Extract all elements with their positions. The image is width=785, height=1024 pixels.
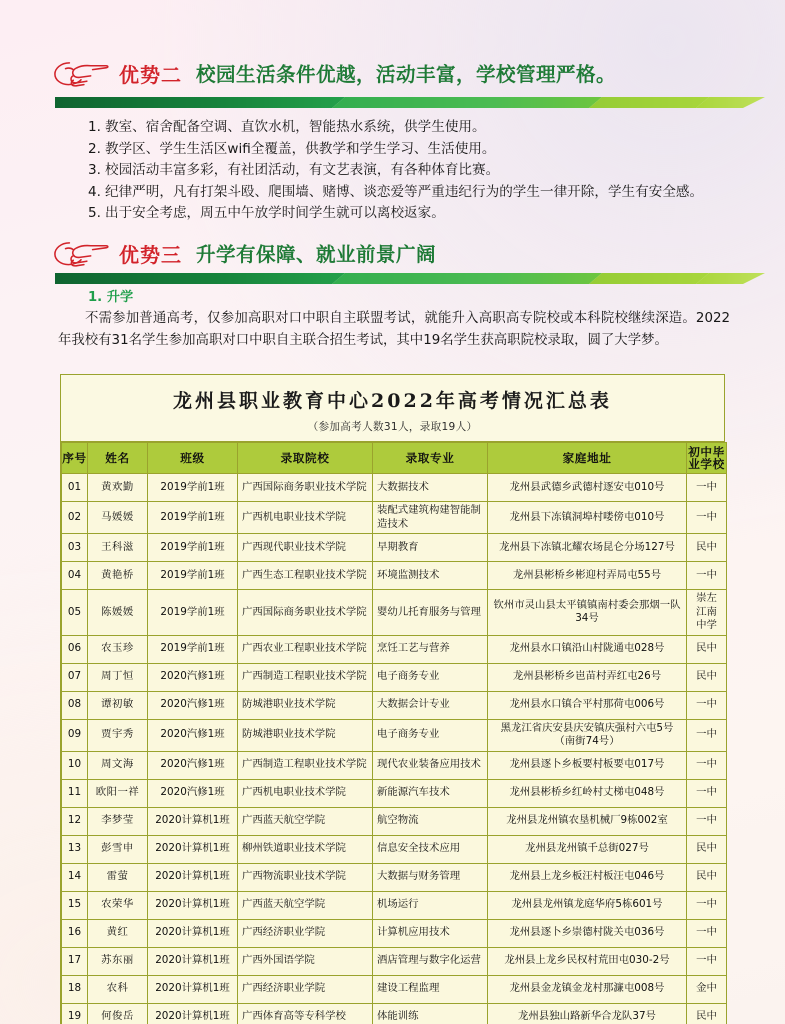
cell-index: 10 — [62, 751, 88, 779]
list-item-text: 出于安全考虑，周五中午放学时间学生就可以离校返家。 — [105, 205, 445, 221]
cell-school: 防城港职业技术学院 — [238, 691, 373, 719]
cell-major: 信息安全技术应用 — [373, 835, 488, 863]
cell-middle-school: 一中 — [687, 891, 727, 919]
cell-index: 18 — [62, 975, 88, 1003]
cell-middle-school: 一中 — [687, 691, 727, 719]
cell-class: 2020计算机1班 — [148, 863, 238, 891]
list-item-number: 5. — [88, 205, 101, 221]
list-item — [88, 182, 748, 204]
cell-school: 广西蓝天航空学院 — [238, 807, 373, 835]
cell-school: 广西外国语学院 — [238, 947, 373, 975]
cell-major: 装配式建筑构建智能制造技术 — [373, 502, 488, 534]
cell-name: 黄欢勤 — [88, 474, 148, 502]
cell-name: 农荣华 — [88, 891, 148, 919]
col-header-name: 姓名 — [88, 443, 148, 474]
cell-school: 柳州铁道职业技术学院 — [238, 835, 373, 863]
cell-address: 黑龙江省庆安县庆安镇庆强村六屯5号（南街74号） — [488, 719, 687, 751]
cell-major: 现代农业装备应用技术 — [373, 751, 488, 779]
cell-name: 黄红 — [88, 919, 148, 947]
cell-index: 14 — [62, 863, 88, 891]
cell-name: 李梦莹 — [88, 807, 148, 835]
cell-name: 黄艳桥 — [88, 562, 148, 590]
cell-school: 广西蓝天航空学院 — [238, 891, 373, 919]
table-title: 龙州县职业教育中心2022年高考情况汇总表 — [173, 390, 612, 412]
divider-bar-3 — [55, 273, 710, 284]
cell-name: 王科滋 — [88, 534, 148, 562]
cell-address: 龙州县彬桥乡彬迎村弄局屯55号 — [488, 562, 687, 590]
cell-address: 龙州县水口镇沿山村陇通屯028号 — [488, 635, 687, 663]
cell-school: 广西制造工程职业技术学院 — [238, 751, 373, 779]
list-item — [88, 117, 748, 139]
cell-address: 龙州县下冻镇北耀农场昆仑分场127号 — [488, 534, 687, 562]
table-head — [62, 443, 727, 474]
col-header-index: 序号 — [62, 443, 88, 474]
cell-name: 周丁恒 — [88, 663, 148, 691]
cell-major: 体能训练 — [373, 1003, 488, 1024]
divider-segment-dark — [55, 97, 345, 108]
cell-middle-school: 一中 — [687, 919, 727, 947]
cell-school: 广西物流职业技术学院 — [238, 863, 373, 891]
list-item-number: 1. — [88, 119, 101, 135]
table-row — [62, 891, 727, 919]
cell-middle-school: 民中 — [687, 863, 727, 891]
table-body — [62, 474, 727, 1024]
list-item-text: 校园活动丰富多彩，有社团活动，有文艺表演，有各种体育比赛。 — [105, 162, 500, 178]
cell-class: 2020汽修1班 — [148, 779, 238, 807]
list-item-text: 纪律严明，凡有打架斗殴、爬围墙、赌博、谈恋爱等严重违纪行为的学生一律开除，学生有安全感。 — [105, 183, 704, 200]
list-item-number: 4. — [88, 183, 101, 200]
list-item — [88, 160, 748, 182]
cell-address: 龙州县水口镇合平村那荷屯006号 — [488, 691, 687, 719]
cell-index: 13 — [62, 835, 88, 863]
cell-school: 广西生态工程职业技术学院 — [238, 562, 373, 590]
divider-segment-light — [589, 97, 709, 108]
cell-major: 酒店管理与数字化运营 — [373, 947, 488, 975]
advantage-3-tag: 优势三 — [119, 242, 182, 267]
cell-address: 钦州市灵山县太平镇镇南村委会那烟一队34号 — [488, 590, 687, 636]
cell-name: 何俊岳 — [88, 1003, 148, 1024]
cell-index: 17 — [62, 947, 88, 975]
col-header-major: 录取专业 — [373, 443, 488, 474]
cell-name: 谭初敏 — [88, 691, 148, 719]
table-row — [62, 474, 727, 502]
cell-major: 大数据会计专业 — [373, 691, 488, 719]
exam-results-table — [61, 442, 727, 1024]
cell-class: 2020计算机1班 — [148, 807, 238, 835]
cell-index: 05 — [62, 590, 88, 636]
table-row — [62, 1003, 727, 1024]
cell-address: 龙州县金龙镇金龙村那濂屯008号 — [488, 975, 687, 1003]
list-item — [88, 139, 748, 161]
cell-middle-school: 一中 — [687, 562, 727, 590]
list-item-number: 2. — [88, 140, 101, 157]
cell-middle-school: 一中 — [687, 751, 727, 779]
cell-address: 龙州县独山路新华合龙队37号 — [488, 1003, 687, 1024]
col-header-school: 录取院校 — [238, 443, 373, 474]
cell-middle-school: 一中 — [687, 779, 727, 807]
cell-middle-school: 民中 — [687, 635, 727, 663]
cell-name: 欧阳一祥 — [88, 779, 148, 807]
cell-name: 苏东丽 — [88, 947, 148, 975]
cell-name: 农科 — [88, 975, 148, 1003]
pointing-hand-icon — [52, 238, 110, 268]
cell-index: 11 — [62, 779, 88, 807]
cell-middle-school: 金中 — [687, 975, 727, 1003]
table-row — [62, 590, 727, 636]
table-row — [62, 502, 727, 534]
cell-class: 2019学前1班 — [148, 534, 238, 562]
cell-class: 2020计算机1班 — [148, 975, 238, 1003]
cell-address: 龙州县上龙乡民权村荒田屯030-2号 — [488, 947, 687, 975]
cell-class: 2020计算机1班 — [148, 919, 238, 947]
exam-results-table-container — [60, 374, 725, 1024]
cell-major: 建设工程监理 — [373, 975, 488, 1003]
cell-address: 龙州县龙州镇龙庭华府5栋601号 — [488, 891, 687, 919]
cell-class: 2020汽修1班 — [148, 751, 238, 779]
cell-name: 雷萤 — [88, 863, 148, 891]
cell-major: 烹饪工艺与营养 — [373, 635, 488, 663]
table-row — [62, 947, 727, 975]
cell-class: 2020汽修1班 — [148, 719, 238, 751]
cell-middle-school: 民中 — [687, 534, 727, 562]
cell-class: 2020计算机1班 — [148, 1003, 238, 1024]
list-item — [88, 203, 748, 225]
cell-major: 机场运行 — [373, 891, 488, 919]
cell-address: 龙州县武德乡武德村逐安屯010号 — [488, 474, 687, 502]
cell-middle-school: 一中 — [687, 502, 727, 534]
cell-address: 龙州县下冻镇洞埠村喽傍屯010号 — [488, 502, 687, 534]
table-row — [62, 835, 727, 863]
cell-class: 2020计算机1班 — [148, 947, 238, 975]
cell-school: 广西制造工程职业技术学院 — [238, 663, 373, 691]
cell-middle-school: 一中 — [687, 947, 727, 975]
table-row — [62, 691, 727, 719]
cell-index: 19 — [62, 1003, 88, 1024]
cell-school: 广西农业工程职业技术学院 — [238, 635, 373, 663]
table-row — [62, 863, 727, 891]
table-header-row — [62, 443, 727, 474]
cell-school: 广西体育高等专科学校 — [238, 1003, 373, 1024]
cell-index: 07 — [62, 663, 88, 691]
divider-segment-dark — [55, 273, 345, 284]
cell-class: 2019学前1班 — [148, 474, 238, 502]
table-row — [62, 919, 727, 947]
cell-middle-school: 民中 — [687, 835, 727, 863]
cell-major: 婴幼儿托育服务与管理 — [373, 590, 488, 636]
cell-address: 龙州县龙州镇千总街027号 — [488, 835, 687, 863]
cell-name: 周文海 — [88, 751, 148, 779]
table-row — [62, 719, 727, 751]
cell-major: 电子商务专业 — [373, 719, 488, 751]
divider-segment-light — [589, 273, 709, 284]
cell-index: 06 — [62, 635, 88, 663]
cell-class: 2019学前1班 — [148, 562, 238, 590]
cell-address: 龙州县上龙乡板汪村板汪屯046号 — [488, 863, 687, 891]
divider-segment-mid — [332, 273, 602, 284]
cell-middle-school: 一中 — [687, 474, 727, 502]
cell-middle-school: 一中 — [687, 719, 727, 751]
cell-middle-school: 一中 — [687, 807, 727, 835]
cell-school: 广西机电职业技术学院 — [238, 779, 373, 807]
cell-name: 彭雪申 — [88, 835, 148, 863]
cell-major: 环境监测技术 — [373, 562, 488, 590]
cell-index: 12 — [62, 807, 88, 835]
divider-segment-mid — [332, 97, 602, 108]
cell-address: 龙州县彬桥乡岜苗村弄红屯26号 — [488, 663, 687, 691]
cell-index: 08 — [62, 691, 88, 719]
cell-index: 09 — [62, 719, 88, 751]
table-row — [62, 635, 727, 663]
advantage-2-heading: 校园生活条件优越，活动丰富，学校管理严格。 — [196, 63, 617, 86]
cell-index: 15 — [62, 891, 88, 919]
cell-name: 贾宇秀 — [88, 719, 148, 751]
cell-address: 龙州县逐卜乡崇德村陇关屯036号 — [488, 919, 687, 947]
subsection-title-further-study: 1. 升学 — [88, 290, 134, 305]
cell-address: 龙州县逐卜乡板要村板要屯017号 — [488, 751, 687, 779]
cell-index: 04 — [62, 562, 88, 590]
cell-index: 03 — [62, 534, 88, 562]
cell-class: 2019学前1班 — [148, 502, 238, 534]
list-item-text: 教学区、学生生活区wifi全覆盖，供教学和学生学习、生活使用。 — [105, 140, 496, 157]
cell-major: 航空物流 — [373, 807, 488, 835]
advantage-3-heading: 升学有保障、就业前景广阔 — [196, 243, 437, 266]
further-study-paragraph: 不需参加普通高考，仅参加高职对口中职自主联盟考试，就能升入高职高专院校或本科院校继续深造。2022年我校有31名学生参加高职对口中职自主联合招生考试，其中19名学生获高职院校录取，圆了大学梦。 — [58, 311, 730, 348]
table-row — [62, 663, 727, 691]
cell-middle-school: 民中 — [687, 663, 727, 691]
col-header-class: 班级 — [148, 443, 238, 474]
list-item-number: 3. — [88, 162, 101, 178]
cell-school: 广西国际商务职业技术学院 — [238, 474, 373, 502]
cell-class: 2020汽修1班 — [148, 663, 238, 691]
cell-school: 广西国际商务职业技术学院 — [238, 590, 373, 636]
cell-name: 农玉珍 — [88, 635, 148, 663]
cell-middle-school: 民中 — [687, 1003, 727, 1024]
cell-major: 电子商务专业 — [373, 663, 488, 691]
cell-major: 大数据技术 — [373, 474, 488, 502]
cell-major: 新能源汽车技术 — [373, 779, 488, 807]
cell-class: 2019学前1班 — [148, 590, 238, 636]
cell-school: 广西经济职业学院 — [238, 975, 373, 1003]
cell-school: 广西机电职业技术学院 — [238, 502, 373, 534]
col-header-middle-school: 初中毕业学校 — [687, 443, 727, 474]
section-header-advantage-3 — [52, 238, 436, 268]
table-row — [62, 807, 727, 835]
cell-school: 广西现代职业技术学院 — [238, 534, 373, 562]
cell-major: 大数据与财务管理 — [373, 863, 488, 891]
divider-bar-2 — [55, 97, 710, 108]
cell-middle-school: 崇左江南中学 — [687, 590, 727, 636]
table-subtitle: （参加高考人数31人，录取19人） — [307, 421, 478, 433]
cell-index: 02 — [62, 502, 88, 534]
cell-major: 早期教育 — [373, 534, 488, 562]
advantage-2-list — [88, 117, 748, 225]
cell-class: 2020计算机1班 — [148, 891, 238, 919]
table-row — [62, 534, 727, 562]
cell-name: 马媛媛 — [88, 502, 148, 534]
cell-class: 2019学前1班 — [148, 635, 238, 663]
table-row — [62, 562, 727, 590]
cell-major: 计算机应用技术 — [373, 919, 488, 947]
cell-class: 2020计算机1班 — [148, 835, 238, 863]
cell-class: 2020汽修1班 — [148, 691, 238, 719]
section-header-advantage-2 — [52, 58, 616, 88]
table-row — [62, 975, 727, 1003]
list-item-text: 教室、宿舍配备空调、直饮水机，智能热水系统，供学生使用。 — [105, 119, 486, 135]
cell-school: 防城港职业技术学院 — [238, 719, 373, 751]
cell-address: 龙州县龙州镇农垦机械厂9栋002室 — [488, 807, 687, 835]
table-title-block — [61, 375, 724, 442]
pointing-hand-icon — [52, 58, 110, 88]
cell-address: 龙州县彬桥乡红岭村丈梯屯048号 — [488, 779, 687, 807]
table-row — [62, 751, 727, 779]
cell-index: 16 — [62, 919, 88, 947]
col-header-address: 家庭地址 — [488, 443, 687, 474]
cell-index: 01 — [62, 474, 88, 502]
advantage-2-tag: 优势二 — [119, 62, 182, 87]
cell-school: 广西经济职业学院 — [238, 919, 373, 947]
cell-name: 陈媛媛 — [88, 590, 148, 636]
table-row — [62, 779, 727, 807]
